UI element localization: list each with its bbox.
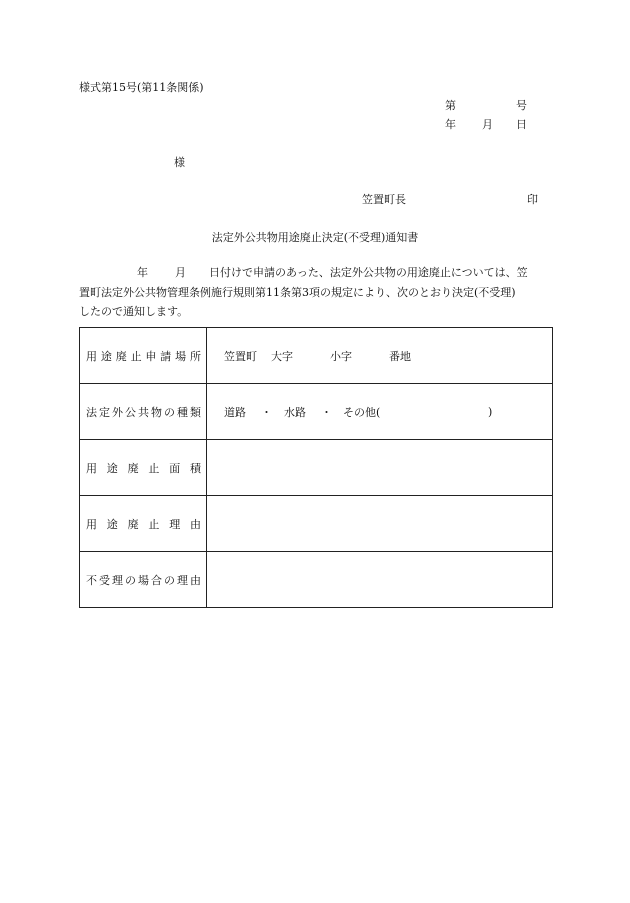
- table-row: [80, 328, 553, 384]
- type-separator-2: ・: [321, 405, 332, 419]
- location-koaza: 小字: [330, 349, 352, 363]
- type-road: 道路: [224, 405, 246, 419]
- row-label-cell: [80, 552, 207, 608]
- form-number: 様式第15号(第11条関係): [79, 81, 204, 94]
- location-oaza: 大字: [271, 349, 293, 363]
- table-row: [80, 496, 553, 552]
- table-row: [80, 552, 553, 608]
- document-title: 法定外公共物用途廃止決定(不受理)通知書: [211, 231, 419, 244]
- type-waterway: 水路: [284, 405, 306, 419]
- type-other-close: ): [488, 405, 493, 418]
- table-row: [80, 440, 553, 496]
- row-label-rejection-reason: 不受理の場合の理由: [86, 573, 201, 587]
- row-label-type: 法定外公共物の種類: [86, 405, 201, 419]
- notice-details-table: [79, 327, 553, 608]
- body-text-line-2: 置町法定外公共物管理条例施行規則第11条第3項の規定により、次のとおり決定(不受理): [79, 286, 516, 299]
- row-label-cell: [80, 384, 207, 440]
- issuer-name: 笠置町長: [362, 193, 406, 206]
- date-day-label: 日: [516, 118, 527, 131]
- seal-mark: 印: [527, 193, 538, 206]
- row-value-reason: [207, 496, 553, 552]
- body-text-line-1: 日付けで申請のあった、法定外公共物の用途廃止については、笠: [209, 266, 528, 279]
- table-row: [80, 384, 553, 440]
- body-year-label: 年: [137, 266, 148, 279]
- row-label-area: 用途廃止面積: [86, 461, 201, 475]
- body-month-label: 月: [175, 266, 186, 279]
- body-text-line-3: したので通知します。: [79, 305, 189, 318]
- document-number-suffix: 号: [516, 99, 527, 112]
- location-banchi: 番地: [389, 349, 411, 363]
- row-label-cell: [80, 496, 207, 552]
- row-value-area: [207, 440, 553, 496]
- date-month-label: 月: [482, 118, 493, 131]
- row-label-reason: 用途廃止理由: [86, 517, 201, 531]
- row-value-type: [207, 384, 553, 440]
- type-separator-1: ・: [261, 405, 272, 419]
- addressee-honorific: 様: [174, 156, 185, 169]
- row-value-rejection-reason: [207, 552, 553, 608]
- location-town: 笠置町: [224, 349, 257, 363]
- row-label-cell: [80, 440, 207, 496]
- row-value-location: [207, 328, 553, 384]
- document-number-prefix: 第: [445, 99, 456, 112]
- type-other-open: その他(: [343, 405, 381, 419]
- row-label-cell: [80, 328, 207, 384]
- row-label-location: 用途廃止申請場所: [86, 349, 201, 363]
- date-year-label: 年: [445, 118, 456, 131]
